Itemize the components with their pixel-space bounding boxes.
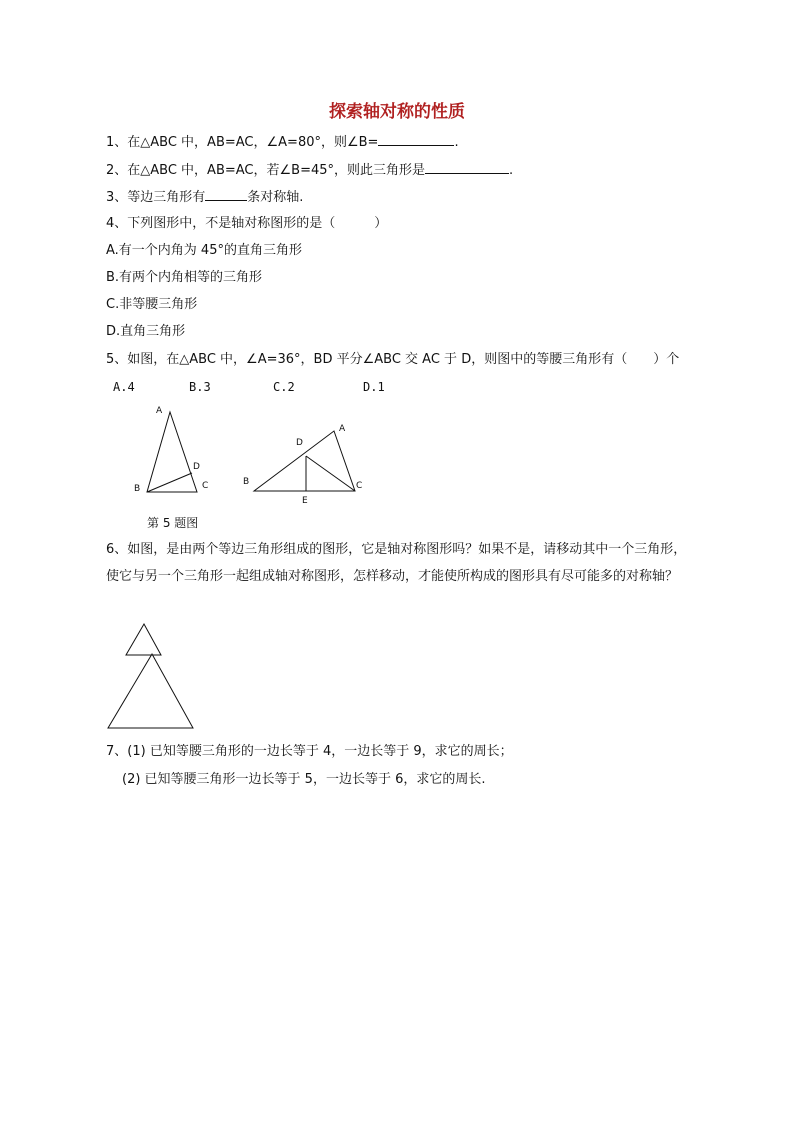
- vertex-label-a: A: [156, 406, 163, 416]
- vertex-label-e: E: [302, 496, 308, 506]
- page-title: 探索轴对称的性质: [329, 102, 465, 122]
- figure-5-right-triangle: [240, 418, 370, 506]
- question-2-text: 2、在△ABC 中，AB=AC，若∠B=45°，则此三角形是: [106, 163, 426, 178]
- question-7-part-1: 7、(1) 已知等腰三角形的一边长等于 4，一边长等于 9，求它的周长；: [106, 744, 513, 759]
- question-3: [106, 187, 303, 208]
- figure-6-two-triangles: [100, 618, 200, 733]
- question-2: [106, 160, 513, 181]
- vertex-label-b: B: [134, 484, 141, 494]
- question-6-text: 6、如图，是由两个等边三角形组成的图形，它是轴对称图形吗？如果不是，请移动其中一个三角形，使它与另一个三角形一起组成轴对称图形，怎样移动，才能使所构成的图形具有尽可能多的对称轴？: [106, 542, 687, 584]
- vertex-label-d: D: [193, 462, 200, 472]
- figure-5-caption: 第 5 题图: [147, 516, 199, 530]
- question-5-option-a: A.4: [113, 380, 135, 394]
- question-1-end: .: [454, 135, 459, 150]
- figure-5-left-triangle: [125, 400, 225, 500]
- question-1-text: 1、在△ABC 中，AB=AC，∠A=80°，则∠B=: [106, 135, 379, 150]
- question-5-option-d: D.1: [363, 380, 385, 394]
- question-4-option-c: C.非等腰三角形: [106, 297, 198, 312]
- question-2-end: .: [509, 163, 514, 178]
- question-3-pre: 3、等边三角形有: [106, 190, 206, 205]
- question-5-option-b: B.3: [189, 380, 211, 394]
- answer-blank: [425, 160, 509, 174]
- question-3-post: 条对称轴.: [247, 190, 304, 205]
- question-4-option-a: A.有一个内角为 45°的直角三角形: [106, 243, 302, 258]
- question-5-option-c: C.2: [273, 380, 295, 394]
- question-5-stem: 5、如图，在△ABC 中，∠A=36°，BD 平分∠ABC 交 AC 于 D，则图中的等腰三角形有（ ）个: [106, 352, 680, 367]
- vertex-label-c: C: [202, 481, 209, 491]
- vertex-label-d: D: [296, 438, 303, 448]
- vertex-label-a: A: [339, 424, 346, 434]
- vertex-label-b: B: [243, 477, 250, 487]
- answer-blank: [205, 187, 247, 201]
- question-4-option-d: D.直角三角形: [106, 324, 186, 339]
- question-7-part-2: (2) 已知等腰三角形一边长等于 5，一边长等于 6，求它的周长.: [122, 772, 486, 787]
- answer-blank: [378, 132, 454, 146]
- question-4-stem: 4、下列图形中，不是轴对称图形的是（ ）: [106, 216, 388, 231]
- question-1: [106, 132, 459, 153]
- vertex-label-c: C: [356, 481, 363, 491]
- question-4-option-b: B.有两个内角相等的三角形: [106, 270, 263, 285]
